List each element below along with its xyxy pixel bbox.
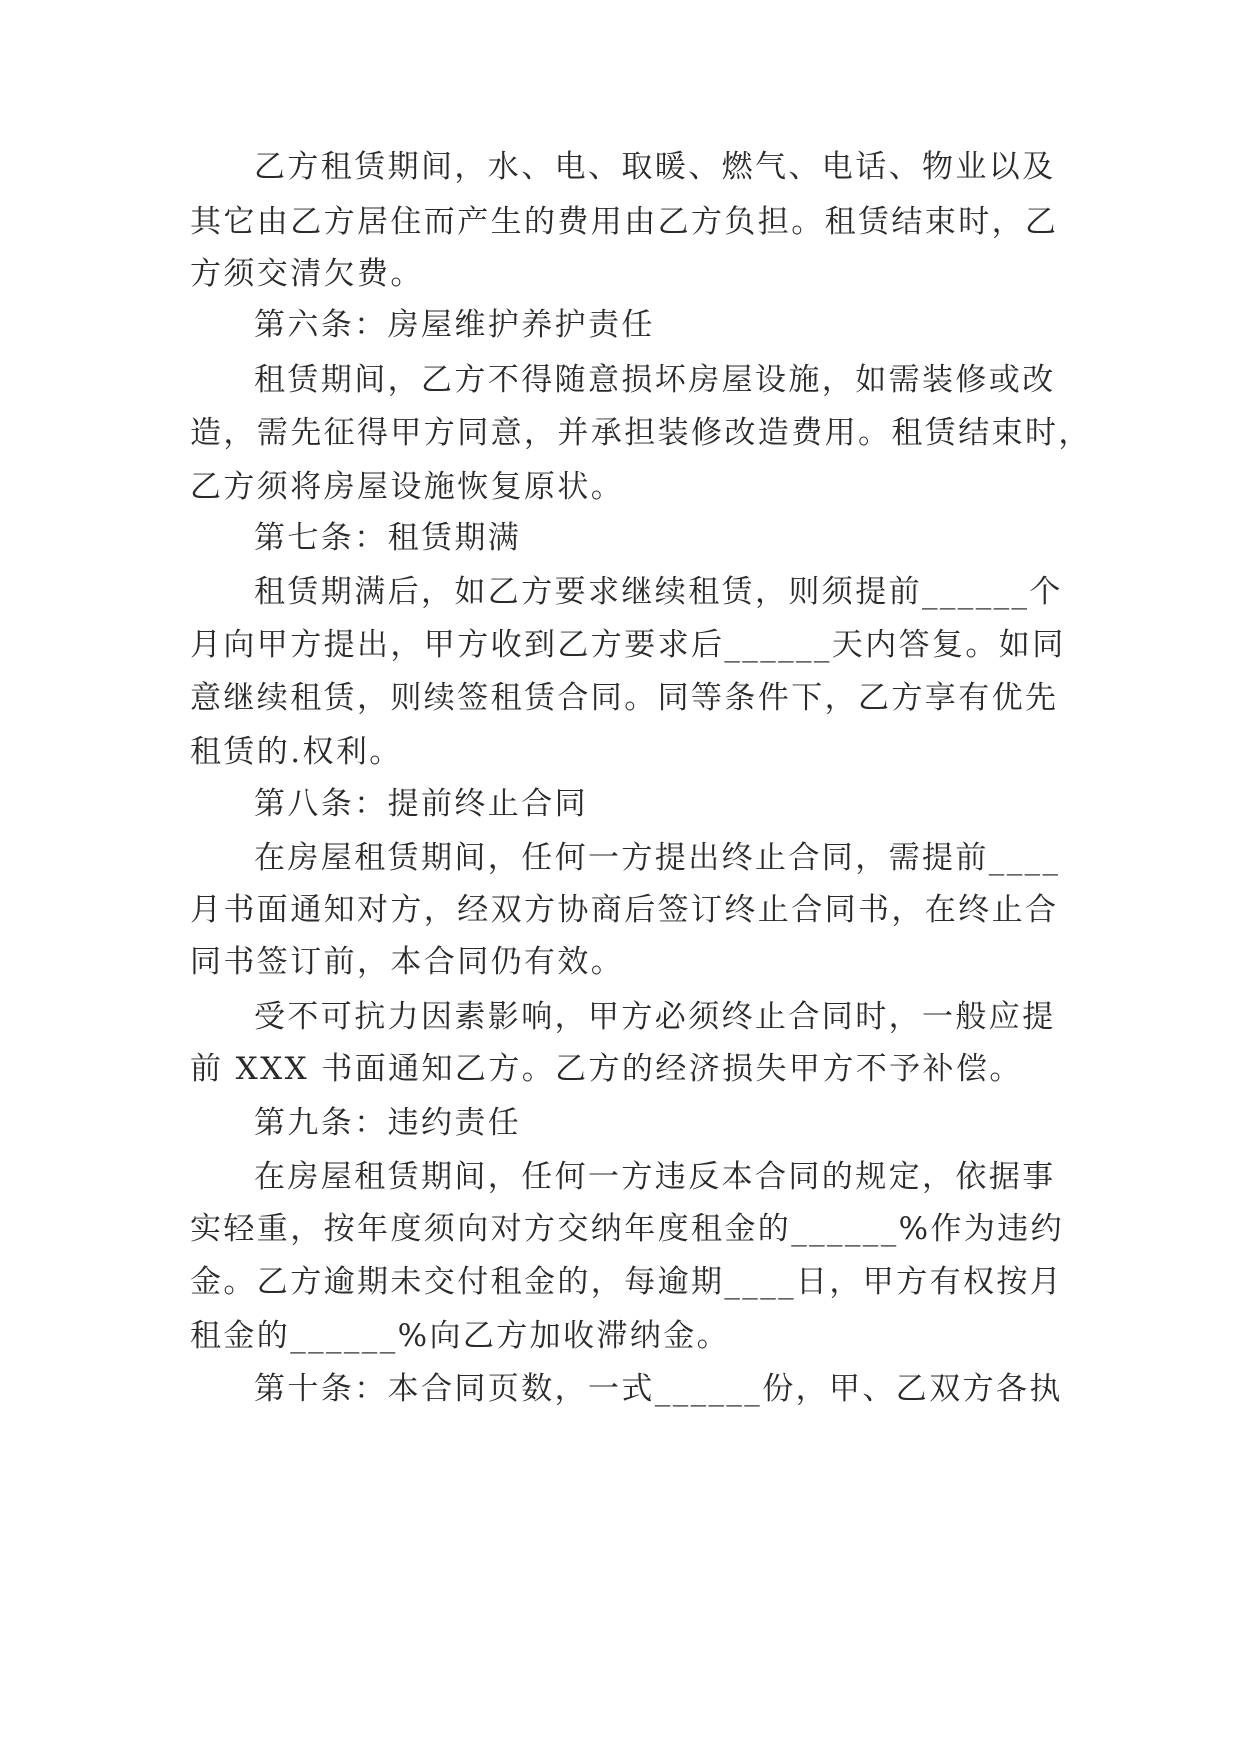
text-line: 意继续租赁，则续签租赁合同。同等条件下，乙方享有优先: [190, 680, 1059, 716]
text-line: 租赁期间，乙方不得随意损坏房屋设施，如需装修或改: [254, 362, 1056, 398]
text-line: 同书签订前，本合同仍有效。: [190, 944, 625, 980]
text-line: 其它由乙方居住而产生的费用由乙方负担。租赁结束时，乙: [190, 204, 1059, 240]
text-line: 乙方须将房屋设施恢复原状。: [190, 469, 625, 505]
text-line: 租金的______%向乙方加收滞纳金。: [190, 1318, 731, 1354]
section-heading-8: 第八条：提前终止合同: [254, 786, 588, 822]
text-line: 月书面通知对方，经双方协商后签订终止合同书，在终止合: [190, 892, 1059, 928]
text-line: 受不可抗力因素影响，甲方必须终止合同时，一般应提: [254, 999, 1056, 1035]
section-heading-9: 第九条：违约责任: [254, 1105, 522, 1141]
section-heading-10: 第十条：本合同页数，一式______份，甲、乙双方各执: [254, 1371, 1063, 1407]
text-line: 金。乙方逾期未交付租金的，每逾期____日，甲方有权按月: [190, 1264, 1064, 1300]
text-line: 实轻重，按年度须向对方交纳年度租金的______%作为违约: [190, 1211, 1065, 1247]
section-heading-6: 第六条：房屋维护养护责任: [254, 307, 655, 343]
text-line: 前 XXX 书面通知乙方。乙方的经济损失甲方不予补偿。: [190, 1051, 1023, 1087]
text-line: 在房屋租赁期间，任何一方违反本合同的规定，依据事: [254, 1159, 1056, 1195]
text-line: 方须交清欠费。: [190, 256, 424, 292]
text-line: 租赁的.权利。: [190, 734, 403, 770]
text-line: 月向甲方提出，甲方收到乙方要求后______天内答复。如同: [190, 627, 1066, 663]
section-heading-7: 第七条：租赁期满: [254, 520, 522, 556]
text-line: 在房屋租赁期间，任何一方提出终止合同，需提前____: [254, 840, 1061, 876]
text-line: 租赁期满后，如乙方要求继续租赁，则须提前______个: [254, 574, 1063, 610]
text-line: 乙方租赁期间，水、电、取暖、燃气、电话、物业以及: [254, 149, 1056, 185]
text-line: 造，需先征得甲方同意，并承担装修改造费用。租赁结束时，: [190, 415, 1092, 451]
